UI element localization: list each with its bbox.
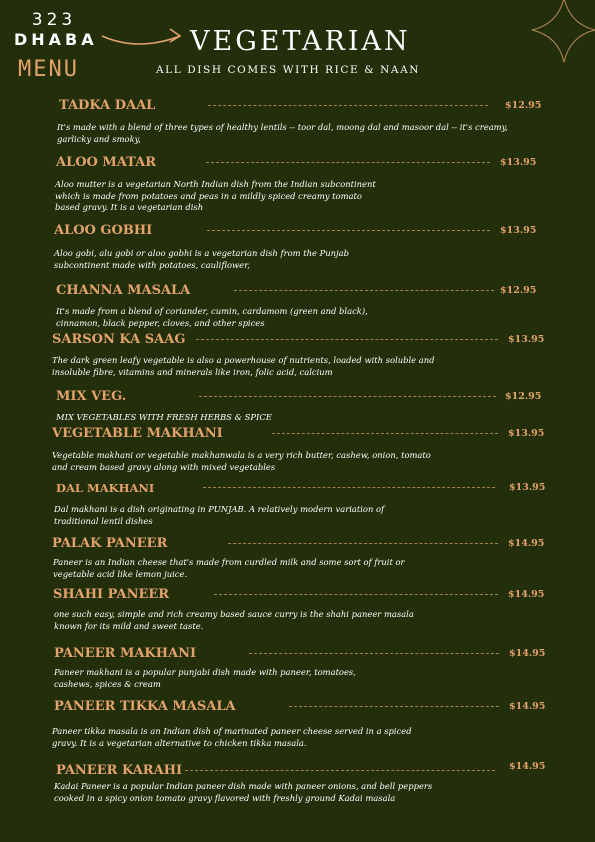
item-description: Aloo mutter is a vegetarian North Indian dish from the Indian subcontinent which is made from potatoes and peas in a mildly spiced creamy tomato based gravy. It is a vegetarian dish xyxy=(55,179,376,212)
item-leader xyxy=(203,487,495,488)
item-name: MIX VEG. xyxy=(56,389,127,404)
item-price: $13.95 xyxy=(508,428,545,439)
item-description: Vegetable makhani or vegetable makhanwala is a very rich butter, cashew, onion, tomato and cream based gravy along with mixed vegetables xyxy=(52,450,431,472)
item-price: $14.95 xyxy=(509,701,546,712)
item-description: Paneer is an Indian cheese that's made from curdled milk and some sort of fruit or vegetable acid like lemon juice. xyxy=(53,557,405,579)
brand-logo xyxy=(14,10,98,50)
item-description: MIX VEGETABLES WITH FRESH HERBS & SPICE xyxy=(56,412,272,422)
item-name: VEGETABLE MAKHANI xyxy=(52,426,223,441)
item-price: $13.95 xyxy=(508,334,545,345)
item-price: $12.95 xyxy=(500,285,537,296)
item-price: $13.95 xyxy=(500,225,537,236)
item-name: PANEER TIKKA MASALA xyxy=(54,699,236,714)
item-leader xyxy=(214,594,498,595)
item-description: one such easy, simple and rich creamy based sauce curry is the shahi paneer masala known for its mild and sweet taste. xyxy=(54,609,414,631)
item-leader xyxy=(289,706,499,707)
item-leader xyxy=(206,162,490,163)
item-name: SARSON KA SAAG xyxy=(52,332,186,347)
item-price: $14.95 xyxy=(508,538,545,549)
item-leader xyxy=(199,396,496,397)
star-ornament-icon xyxy=(512,0,595,66)
item-description: The dark green leafy vegetable is also a powerhouse of nutrients, loaded with soluble and insoluble fibre, vitamins and minerals like iron, folic acid, calcium xyxy=(52,355,435,377)
page-subtitle: ALL DISH COMES WITH RICE & NAAN xyxy=(156,64,421,76)
item-price: $14.95 xyxy=(508,589,545,600)
brand-number: 323 xyxy=(31,10,77,30)
item-description: Paneer tikka masala is an Indian dish of marinated paneer cheese served in a spiced gravy. It is a vegetarian alternative to chicken tikka masala. xyxy=(52,726,412,748)
item-description: Aloo gobi, alu gobi or aloo gobhi is a vegetarian dish from the Punjab subcontinent made with potatoes, cauliflower, xyxy=(54,248,349,270)
page-title: VEGETARIAN xyxy=(190,26,411,57)
brand-name: DHABA xyxy=(14,30,98,49)
item-name: ALOO MATAR xyxy=(56,155,157,170)
menu-label: MENU xyxy=(18,57,79,82)
item-price: $12.95 xyxy=(505,100,542,111)
item-description: Dal makhani is a dish originating in PUNJAB. A relatively modern variation of traditional lentil dishes xyxy=(54,504,385,526)
item-name: ALOO GOBHI xyxy=(54,223,153,238)
item-leader xyxy=(234,290,494,291)
item-price: $14.95 xyxy=(509,648,546,659)
item-name: DAL MAKHANI xyxy=(56,481,155,495)
item-price: $12.95 xyxy=(505,391,542,402)
item-leader xyxy=(272,433,498,434)
item-description: It's made from a blend of coriander, cumin, cardamom (green and black), cinnamon, black pepper, cloves, and other spices xyxy=(56,306,368,328)
item-name: PANEER KARAHI xyxy=(56,763,183,778)
item-leader xyxy=(207,230,490,231)
item-name: PALAK PANEER xyxy=(52,536,168,551)
item-leader xyxy=(228,543,498,544)
item-name: PANEER MAKHANI xyxy=(54,646,197,661)
item-name: TADKA DAAL xyxy=(59,98,156,113)
item-leader xyxy=(249,653,499,654)
item-price: $13.95 xyxy=(500,157,537,168)
item-description: Paneer makhani is a popular punjabi dish made with paneer, tomatoes, cashews, spices & cream xyxy=(54,667,356,689)
item-leader xyxy=(208,105,488,106)
item-leader xyxy=(185,770,495,771)
item-name: CHANNA MASALA xyxy=(56,283,191,298)
arrow-icon xyxy=(100,26,184,52)
item-price: $14.95 xyxy=(509,761,546,772)
item-name: SHAHI PANEER xyxy=(53,587,170,602)
item-description: It's made with a blend of three types of healthy lentils -- toor dal, moong dal and masoor dal -- it's creamy, garlicky and smoky, xyxy=(57,122,508,144)
item-description: Kadai Paneer is a popular Indian paneer dish made with paneer onions, and bell peppers cooked in a spicy onion tomato gravy flavored with freshly ground Kadai masala xyxy=(54,781,433,803)
item-price: $13.95 xyxy=(509,482,546,493)
item-leader xyxy=(196,339,498,340)
